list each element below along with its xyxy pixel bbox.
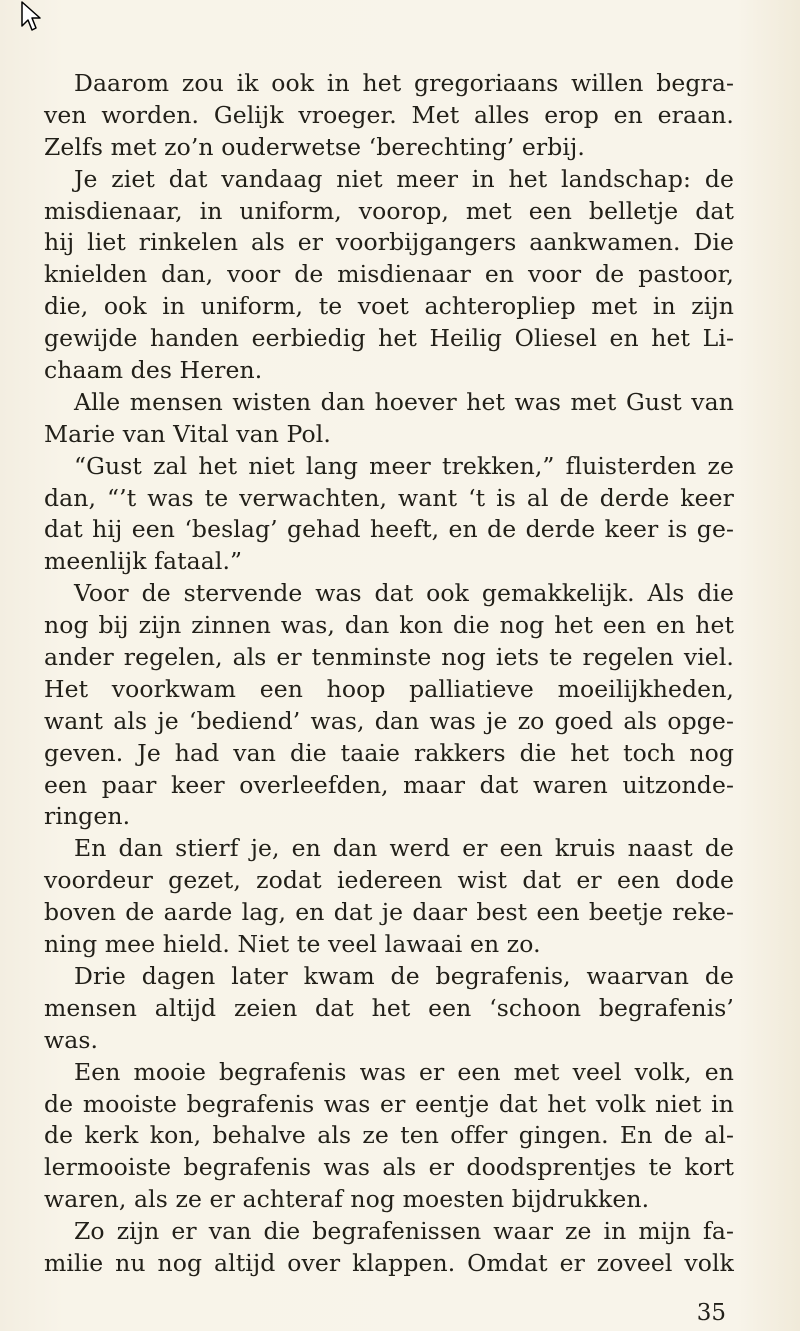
text-line xyxy=(44,419,734,451)
text-line xyxy=(44,1025,734,1057)
text-line-content: Het voorkwam een hoop palliatieve moeilijkheden, xyxy=(44,674,734,703)
text-line-content: want als je ‘bediend’ was, dan was je zo goed als opge- xyxy=(44,706,734,735)
text-line-content: ven worden. Gelijk vroeger. Met alles erop en eraan. xyxy=(44,100,734,129)
text-line-content: knielden dan, voor de misdienaar en voor de pastoor, xyxy=(44,260,734,289)
text-line xyxy=(44,674,734,706)
text-line xyxy=(44,1057,734,1089)
text-line-content: Drie dagen later kwam de begrafenis, waarvan de xyxy=(74,961,734,990)
text-line-content: Alle mensen wisten dan hoever het was met Gust van xyxy=(74,387,734,416)
text-line-content: Je ziet dat vandaag niet meer in het landschap: de xyxy=(74,164,734,193)
text-line xyxy=(44,164,734,196)
text-line-content: chaam des Heren. xyxy=(44,356,263,385)
text-line-content: de mooiste begrafenis was er eentje dat het volk niet in xyxy=(44,1089,734,1118)
mouse-pointer-icon xyxy=(20,0,48,34)
text-line-content: waren, als ze er achteraf nog moesten bijdrukken. xyxy=(44,1185,650,1214)
text-line-content: milie nu nog altijd over klappen. Omdat er zoveel volk xyxy=(44,1248,734,1277)
text-line-content: de kerk kon, behalve als ze ten offer gingen. En de al- xyxy=(44,1121,734,1150)
body-text xyxy=(44,68,734,1280)
page-number: 35 xyxy=(696,1300,726,1326)
text-line xyxy=(44,100,734,132)
text-line xyxy=(44,451,734,483)
text-line xyxy=(44,546,734,578)
text-line xyxy=(44,259,734,291)
text-line xyxy=(44,897,734,929)
text-line xyxy=(44,706,734,738)
text-line-content: Marie van Vital van Pol. xyxy=(44,419,331,448)
text-line-content: En dan stierf je, en dan werd er een kruis naast de xyxy=(74,834,734,863)
text-line xyxy=(44,323,734,355)
text-line-content: een paar keer overleefden, maar dat waren uitzonde- xyxy=(44,770,734,799)
text-line-content: Een mooie begrafenis was er een met veel volk, en xyxy=(74,1057,734,1086)
text-line xyxy=(44,227,734,259)
text-line xyxy=(44,514,734,546)
text-line xyxy=(44,770,734,802)
text-line xyxy=(44,483,734,515)
text-line xyxy=(44,68,734,100)
text-line-content: hij liet rinkelen als er voorbijgangers aankwamen. Die xyxy=(44,228,734,257)
text-line-content: mensen altijd zeien dat het een ‘schoon begrafenis’ xyxy=(44,993,734,1022)
text-line xyxy=(44,1216,734,1248)
text-line-content: geven. Je had van die taaie rakkers die het toch nog xyxy=(44,738,734,767)
text-line xyxy=(44,1152,734,1184)
text-line-content: was. xyxy=(44,1025,99,1054)
text-line xyxy=(44,387,734,419)
text-line xyxy=(44,132,734,164)
text-line xyxy=(44,610,734,642)
text-line-content: die, ook in uniform, te voet achteropliep met in zijn xyxy=(44,292,734,321)
text-line xyxy=(44,291,734,323)
text-line-content: ringen. xyxy=(44,802,131,831)
text-line xyxy=(44,642,734,674)
text-line-content: Zo zijn er van die begrafenissen waar ze in mijn fa- xyxy=(74,1217,734,1246)
text-line-content: lermooiste begrafenis was als er doodsprentjes te kort xyxy=(44,1153,734,1182)
text-line xyxy=(44,1248,734,1280)
text-line-content: meenlijk fataal.” xyxy=(44,547,243,576)
text-line xyxy=(44,738,734,770)
text-line-content: misdienaar, in uniform, voorop, met een belletje dat xyxy=(44,196,734,225)
text-line-content: Zelfs met zo’n ouderwetse ‘berechting’ erbij. xyxy=(44,132,585,161)
text-line-content: Daarom zou ik ook in het gregoriaans willen begra- xyxy=(74,69,734,97)
text-line xyxy=(44,993,734,1025)
text-line-content: ander regelen, als er tenminste nog iets te regelen viel. xyxy=(44,643,734,672)
text-line-content: voordeur gezet, zodat iedereen wist dat er een dode xyxy=(44,866,734,895)
text-line-content: “Gust zal het niet lang meer trekken,” fluisterden ze xyxy=(74,451,734,480)
text-line-content: dat hij een ‘beslag’ gehad heeft, en de derde keer is ge- xyxy=(44,515,734,544)
text-line xyxy=(44,355,734,387)
text-line-content: nog bij zijn zinnen was, dan kon die nog het een en het xyxy=(44,611,734,640)
text-line xyxy=(44,833,734,865)
text-line-content: gewijde handen eerbiedig het Heilig Oliesel en het Li- xyxy=(44,324,734,353)
text-line-content: Voor de stervende was dat ook gemakkelijk. Als die xyxy=(74,579,734,608)
text-line xyxy=(44,929,734,961)
text-line xyxy=(44,961,734,993)
text-line-content: ning mee hield. Niet te veel lawaai en zo. xyxy=(44,930,541,959)
text-line xyxy=(44,196,734,228)
text-line-content: boven de aarde lag, en dat je daar best een beetje reke- xyxy=(44,898,734,927)
text-line-content: dan, “’t was te verwachten, want ‘t is al de derde keer xyxy=(44,483,734,512)
text-line xyxy=(44,578,734,610)
text-line xyxy=(44,1089,734,1121)
text-line xyxy=(44,865,734,897)
text-line xyxy=(44,1120,734,1152)
text-line xyxy=(44,801,734,833)
text-line xyxy=(44,1184,734,1216)
